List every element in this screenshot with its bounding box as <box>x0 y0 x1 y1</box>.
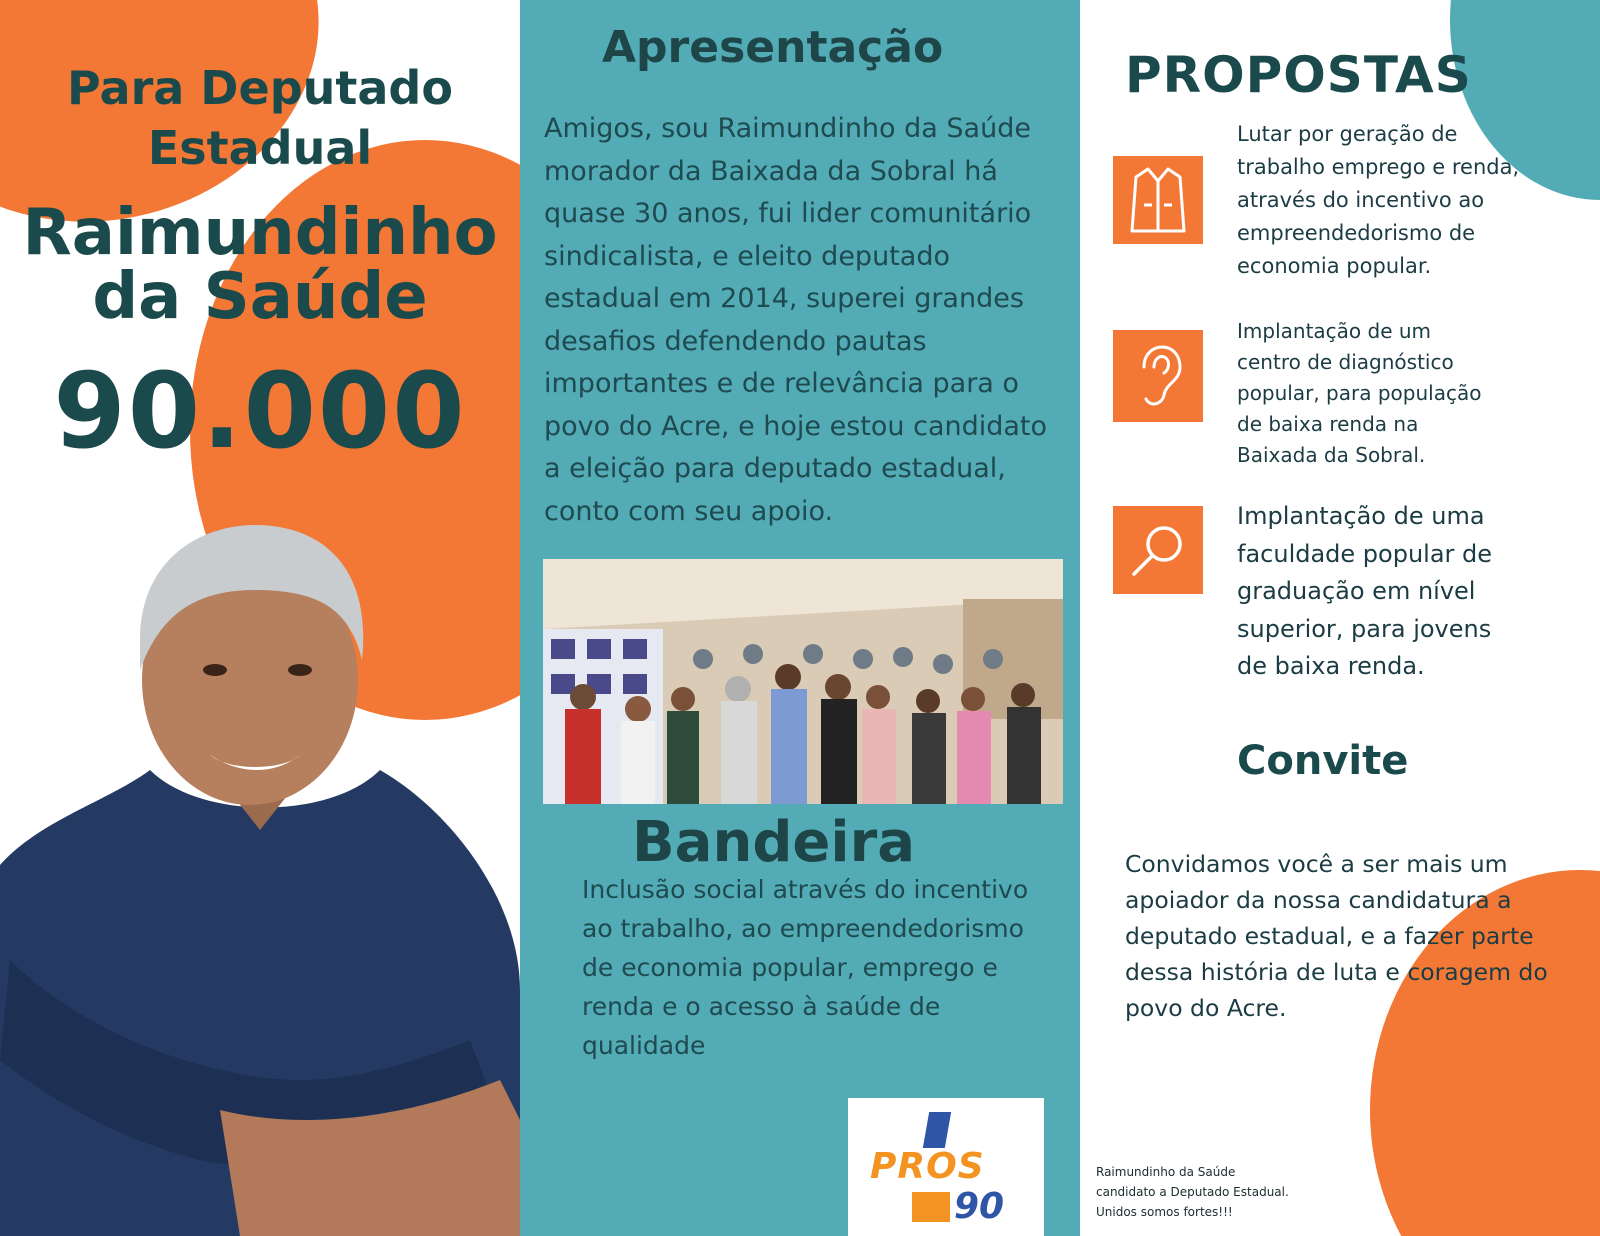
proposal-text-2 <box>1237 316 1481 471</box>
proposal-text-1 <box>1237 118 1519 283</box>
proposal-line: através do incentivo ao <box>1237 188 1485 212</box>
apresentacao-line: morador da Baixada da Sobral há <box>544 155 998 187</box>
bandeira-text <box>582 870 1028 1065</box>
proposal-line: Lutar por geração de <box>1237 122 1458 146</box>
candidate-photo <box>0 520 520 1236</box>
proposal-text-3 <box>1237 498 1492 686</box>
proposal-line: de baixa renda. <box>1237 652 1425 680</box>
convite-line: povo do Acre. <box>1125 994 1287 1022</box>
proposal-line: superior, para jovens <box>1237 614 1492 643</box>
convite-line: deputado estadual, e a fazer parte <box>1125 922 1534 950</box>
apresentacao-line: conto com seu apoio. <box>544 495 834 527</box>
logo-blue-bar <box>923 1112 951 1148</box>
magnifier-icon <box>1113 506 1203 594</box>
convite-heading: Convite <box>1237 738 1409 784</box>
proposal-line: de baixa renda na <box>1237 412 1419 436</box>
middle-panel <box>520 0 1080 1236</box>
apresentacao-line: povo do Acre, e hoje estou candidato <box>544 410 1048 442</box>
bandeira-line: ao trabalho, ao empreendedorismo <box>582 914 1024 943</box>
apresentacao-line: Amigos, sou Raimundinho da Saúde <box>544 113 1031 144</box>
candidate-role-line2: Estadual <box>147 121 373 175</box>
convite-text <box>1125 846 1548 1026</box>
apresentacao-line: desafios defendendo pautas <box>544 325 927 357</box>
convite-line: dessa história de luta e coragem do <box>1125 958 1548 986</box>
candidate-name-line2: da Saúde <box>92 260 428 334</box>
convite-line: apoiador da nossa candidatura a <box>1125 886 1512 914</box>
footer-line: Unidos somos fortes!!! <box>1096 1205 1233 1219</box>
group-photo <box>543 559 1063 804</box>
apresentacao-line: estadual em 2014, superei grandes <box>544 283 1024 314</box>
proposal-line: popular, para população <box>1237 381 1482 405</box>
left-panel <box>0 0 520 1236</box>
apresentacao-line: quase 30 anos, fui lider comunitário <box>544 198 1032 229</box>
convite-line: Convidamos você a ser mais um <box>1125 850 1508 878</box>
proposal-line: Implantação de uma <box>1237 502 1485 530</box>
footer-signature <box>1096 1162 1289 1222</box>
logo-word: PROS <box>870 1146 985 1187</box>
logo-number: 90 <box>954 1186 1005 1227</box>
bandeira-line: renda e o acesso à saúde de <box>582 992 941 1021</box>
apresentacao-line: sindicalista, e eleito deputado <box>544 240 950 272</box>
footer-line: Raimundinho da Saúde <box>1096 1165 1236 1179</box>
bandeira-line: Inclusão social através do incentivo <box>582 875 1029 904</box>
propostas-heading: PROPOSTAS <box>1125 46 1472 104</box>
party-logo <box>848 1098 1044 1236</box>
candidate-number: 90.000 <box>53 350 467 472</box>
candidate-name-line1: Raimundinho <box>22 196 498 270</box>
bandeira-heading: Bandeira <box>632 810 916 875</box>
bandeira-line: qualidade <box>582 1031 706 1060</box>
proposal-line: faculdade popular de <box>1237 539 1493 568</box>
apresentacao-text <box>544 108 1047 533</box>
proposal-line: trabalho emprego e renda, <box>1237 155 1520 179</box>
proposal-line: centro de diagnóstico <box>1237 350 1454 374</box>
apresentacao-line: importantes e de relevância para o <box>544 368 1019 399</box>
proposal-line: graduação em nível <box>1237 577 1476 605</box>
right-panel <box>1080 0 1600 1236</box>
proposal-line: economia popular. <box>1237 254 1432 278</box>
ear-icon <box>1113 330 1203 422</box>
proposal-line: Implantação de um <box>1237 319 1432 343</box>
proposal-line: Baixada da Sobral. <box>1237 443 1426 467</box>
bandeira-line: de economia popular, emprego e <box>582 953 998 982</box>
apresentacao-heading: Apresentação <box>602 22 944 73</box>
apresentacao-line: a eleição para deputado estadual, <box>544 453 1006 484</box>
logo-people-strip <box>912 1192 950 1222</box>
proposal-line: empreendedorismo de <box>1237 221 1476 245</box>
footer-line: candidato a Deputado Estadual. <box>1096 1185 1289 1199</box>
candidate-role-line1: Para Deputado <box>67 61 453 115</box>
lab-coat-icon <box>1113 156 1203 244</box>
